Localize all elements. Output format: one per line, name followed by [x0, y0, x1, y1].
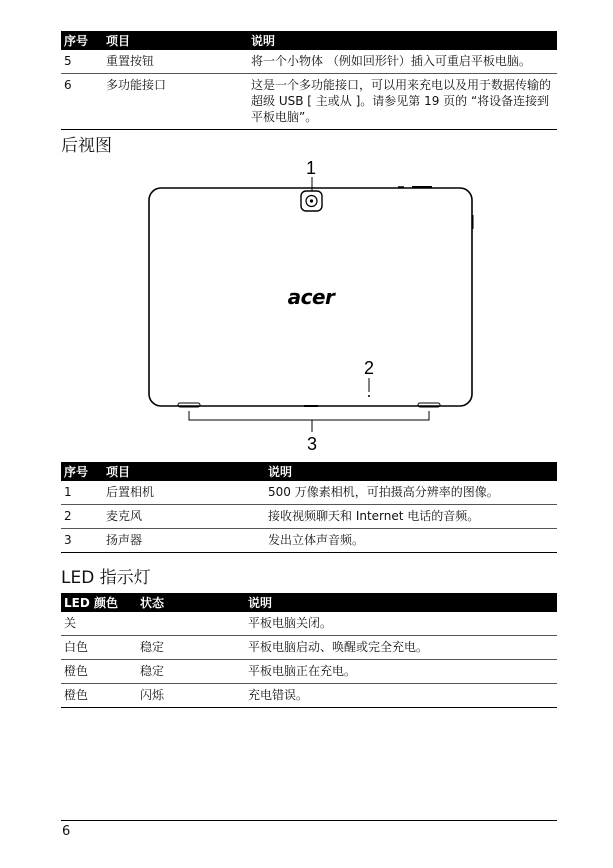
- callout-2: 2: [363, 358, 375, 378]
- table-header-row: [61, 31, 557, 50]
- section-title-led: LED 指示灯: [61, 568, 151, 588]
- camera-lens-center: [310, 199, 313, 202]
- bottom-port: [304, 405, 318, 407]
- row-no: 5: [61, 50, 103, 74]
- speaker-bracket: [189, 411, 429, 420]
- header-state: 状态: [137, 593, 245, 612]
- row-color: 关: [61, 612, 137, 636]
- row-no: 1: [61, 481, 103, 505]
- table-row: [61, 636, 557, 660]
- row-color: 橙色: [61, 684, 137, 708]
- page-number: 6: [62, 824, 71, 839]
- table-row: [61, 684, 557, 708]
- row-desc: 平板电脑关闭。: [245, 612, 557, 636]
- row-no: 3: [61, 529, 103, 553]
- table-row: [61, 481, 557, 505]
- table-row: [61, 74, 557, 130]
- row-desc: 500 万像素相机，可拍摄高分辨率的图像。: [265, 481, 557, 505]
- row-state: 稳定: [137, 636, 245, 660]
- table-row: [61, 612, 557, 636]
- row-desc: 平板电脑正在充电。: [245, 660, 557, 684]
- table-row: [61, 50, 557, 74]
- table-header-row: [61, 462, 557, 481]
- led-status-table: [61, 593, 557, 708]
- section-title-rear-view: 后视图: [61, 136, 112, 156]
- callout-3: 3: [306, 434, 318, 454]
- row-desc: 接收视频聊天和 Internet 电话的音频。: [265, 505, 557, 529]
- top-button-long: [412, 186, 432, 189]
- row-state: [137, 612, 245, 636]
- row-desc: 平板电脑启动、唤醒或完全充电。: [245, 636, 557, 660]
- row-desc: 发出立体声音频。: [265, 529, 557, 553]
- row-color: 白色: [61, 636, 137, 660]
- row-item: 后置相机: [103, 481, 265, 505]
- row-item: 多功能接口: [103, 74, 248, 130]
- table-row: [61, 529, 557, 553]
- header-desc: 说明: [248, 31, 557, 50]
- acer-logo: acer: [287, 285, 335, 309]
- tablet-rear-view-figure: [140, 155, 480, 455]
- row-item: 麦克风: [103, 505, 265, 529]
- table-row: [61, 660, 557, 684]
- row-item: 扬声器: [103, 529, 265, 553]
- rear-components-table: [61, 462, 557, 553]
- header-item: 项目: [103, 462, 265, 481]
- table-header-row: [61, 593, 557, 612]
- header-item: 项目: [103, 31, 248, 50]
- callout-1: 1: [305, 158, 317, 178]
- row-no: 2: [61, 505, 103, 529]
- row-state: 稳定: [137, 660, 245, 684]
- buttons-table: [61, 31, 557, 130]
- footer-divider: [61, 820, 557, 821]
- row-no: 6: [61, 74, 103, 130]
- header-no: 序号: [61, 31, 103, 50]
- row-desc: 这是一个多功能接口，可以用来充电以及用于数据传输的超级 USB [ 主或从 ]。请参见第 19 页的 “将设备连接到平板电脑”。: [248, 74, 557, 130]
- header-no: 序号: [61, 462, 103, 481]
- table-row: [61, 505, 557, 529]
- microphone-hole: [368, 395, 370, 397]
- row-desc: 将一个小物体 （例如回形针）插入可重启平板电脑。: [248, 50, 557, 74]
- header-desc: 说明: [245, 593, 557, 612]
- row-color: 橙色: [61, 660, 137, 684]
- header-led-color: LED 颜色: [61, 593, 137, 612]
- row-desc: 充电错误。: [245, 684, 557, 708]
- row-state: 闪烁: [137, 684, 245, 708]
- header-desc: 说明: [265, 462, 557, 481]
- row-item: 重置按钮: [103, 50, 248, 74]
- side-button: [472, 215, 474, 229]
